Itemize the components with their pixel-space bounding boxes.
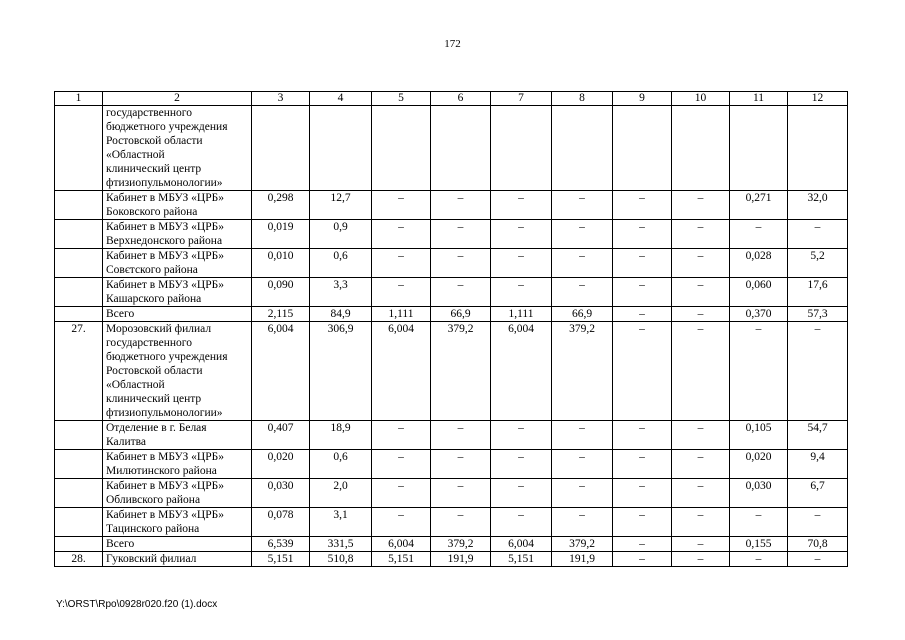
value-cell bbox=[252, 106, 310, 191]
value-cell: 379,2 bbox=[552, 322, 613, 421]
header-cell: 7 bbox=[491, 92, 552, 106]
table-row bbox=[55, 479, 848, 508]
value-cell: 0,155 bbox=[730, 537, 788, 552]
value-cell: 1,111 bbox=[491, 307, 552, 322]
institution-name-cell: Кабинет в МБУЗ «ЦРБ» Кашарского района bbox=[103, 278, 252, 307]
value-cell: – bbox=[491, 508, 552, 537]
header-cell: 9 bbox=[613, 92, 672, 106]
value-cell: 0,028 bbox=[730, 249, 788, 278]
value-cell: – bbox=[672, 552, 730, 567]
header-cell: 6 bbox=[431, 92, 491, 106]
institution-name-cell: Кабинет в МБУЗ «ЦРБ» Совєтского района bbox=[103, 249, 252, 278]
value-cell: – bbox=[491, 249, 552, 278]
value-cell: – bbox=[491, 479, 552, 508]
value-cell: – bbox=[552, 479, 613, 508]
table-row bbox=[55, 450, 848, 479]
value-cell: 0,407 bbox=[252, 421, 310, 450]
data-table bbox=[54, 91, 848, 567]
value-cell: – bbox=[431, 479, 491, 508]
footer-file-path: Y:\ORST\Rpo\0928r020.f20 (1).docx bbox=[56, 599, 218, 610]
value-cell: 0,6 bbox=[310, 450, 372, 479]
value-cell: 9,4 bbox=[788, 450, 848, 479]
value-cell: – bbox=[613, 479, 672, 508]
value-cell: – bbox=[491, 450, 552, 479]
value-cell: 0,010 bbox=[252, 249, 310, 278]
page-number: 172 bbox=[444, 38, 461, 50]
table-row bbox=[55, 537, 848, 552]
row-index-cell bbox=[55, 278, 103, 307]
value-cell bbox=[730, 106, 788, 191]
value-cell: – bbox=[431, 421, 491, 450]
value-cell: 0,6 bbox=[310, 249, 372, 278]
value-cell: 0,370 bbox=[730, 307, 788, 322]
value-cell: – bbox=[672, 307, 730, 322]
header-cell: 10 bbox=[672, 92, 730, 106]
value-cell: – bbox=[491, 421, 552, 450]
value-cell: 2,115 bbox=[252, 307, 310, 322]
value-cell: 5,151 bbox=[491, 552, 552, 567]
value-cell: – bbox=[672, 249, 730, 278]
table-row bbox=[55, 220, 848, 249]
value-cell: 5,151 bbox=[252, 552, 310, 567]
value-cell bbox=[310, 106, 372, 191]
value-cell: – bbox=[431, 249, 491, 278]
value-cell: 57,3 bbox=[788, 307, 848, 322]
value-cell: 2,0 bbox=[310, 479, 372, 508]
institution-name-cell: Кабинет в МБУЗ «ЦРБ» Тацинского района bbox=[103, 508, 252, 537]
value-cell: 6,004 bbox=[372, 322, 431, 421]
value-cell: – bbox=[491, 278, 552, 307]
value-cell: 379,2 bbox=[552, 537, 613, 552]
value-cell: – bbox=[613, 552, 672, 567]
institution-name-cell: государственного бюджетного учреждения Ростовской области «Областной клинический центр фтизиопульмонологии» bbox=[103, 106, 252, 191]
value-cell: 32,0 bbox=[788, 191, 848, 220]
value-cell: – bbox=[672, 479, 730, 508]
value-cell: – bbox=[613, 322, 672, 421]
value-cell: 0,9 bbox=[310, 220, 372, 249]
value-cell: 191,9 bbox=[431, 552, 491, 567]
value-cell: 6,004 bbox=[252, 322, 310, 421]
row-index-cell: 28. bbox=[55, 552, 103, 567]
value-cell: – bbox=[613, 450, 672, 479]
value-cell: 510,8 bbox=[310, 552, 372, 567]
institution-name-cell: Кабинет в МБУЗ «ЦРБ» Милютинского района bbox=[103, 450, 252, 479]
value-cell: 17,6 bbox=[788, 278, 848, 307]
value-cell: 0,105 bbox=[730, 421, 788, 450]
value-cell bbox=[788, 106, 848, 191]
table-row bbox=[55, 322, 848, 421]
value-cell: 5,151 bbox=[372, 552, 431, 567]
value-cell: 3,1 bbox=[310, 508, 372, 537]
value-cell: 12,7 bbox=[310, 191, 372, 220]
value-cell: – bbox=[730, 552, 788, 567]
value-cell bbox=[552, 106, 613, 191]
row-index-cell bbox=[55, 249, 103, 278]
value-cell: – bbox=[491, 220, 552, 249]
value-cell: 1,111 bbox=[372, 307, 431, 322]
table-header-row bbox=[55, 92, 848, 106]
value-cell: – bbox=[613, 307, 672, 322]
value-cell: – bbox=[672, 322, 730, 421]
institution-name-cell: Всего bbox=[103, 307, 252, 322]
value-cell: 0,030 bbox=[730, 479, 788, 508]
row-index-cell bbox=[55, 191, 103, 220]
value-cell: 6,7 bbox=[788, 479, 848, 508]
value-cell: – bbox=[730, 220, 788, 249]
value-cell: – bbox=[431, 278, 491, 307]
value-cell bbox=[431, 106, 491, 191]
value-cell: – bbox=[552, 450, 613, 479]
header-cell: 12 bbox=[788, 92, 848, 106]
institution-name-cell: Кабинет в МБУЗ «ЦРБ» Боковского района bbox=[103, 191, 252, 220]
value-cell: – bbox=[552, 220, 613, 249]
value-cell: 379,2 bbox=[431, 322, 491, 421]
value-cell: – bbox=[672, 421, 730, 450]
value-cell: – bbox=[613, 220, 672, 249]
value-cell: – bbox=[431, 191, 491, 220]
value-cell: – bbox=[372, 220, 431, 249]
value-cell: 0,020 bbox=[252, 450, 310, 479]
value-cell: – bbox=[613, 421, 672, 450]
value-cell: 6,004 bbox=[491, 537, 552, 552]
institution-name-cell: Гуковский филиал bbox=[103, 552, 252, 567]
value-cell: 84,9 bbox=[310, 307, 372, 322]
value-cell: 6,004 bbox=[372, 537, 431, 552]
row-index-cell bbox=[55, 537, 103, 552]
table-row bbox=[55, 278, 848, 307]
header-cell: 11 bbox=[730, 92, 788, 106]
header-cell: 2 bbox=[103, 92, 252, 106]
institution-name-cell: Кабинет в МБУЗ «ЦРБ» Верхнедонского района bbox=[103, 220, 252, 249]
value-cell: – bbox=[788, 220, 848, 249]
value-cell: 6,539 bbox=[252, 537, 310, 552]
institution-name-cell: Морозовский филиал государственного бюджетного учреждения Ростовской области «Областной клинический центр фтизиопульмонологии» bbox=[103, 322, 252, 421]
value-cell: – bbox=[431, 508, 491, 537]
value-cell: – bbox=[730, 508, 788, 537]
value-cell: 0,030 bbox=[252, 479, 310, 508]
value-cell: – bbox=[552, 278, 613, 307]
header-cell: 8 bbox=[552, 92, 613, 106]
value-cell: – bbox=[672, 508, 730, 537]
value-cell bbox=[613, 106, 672, 191]
value-cell: 331,5 bbox=[310, 537, 372, 552]
value-cell: 66,9 bbox=[431, 307, 491, 322]
value-cell: 66,9 bbox=[552, 307, 613, 322]
value-cell: – bbox=[431, 220, 491, 249]
value-cell: – bbox=[788, 508, 848, 537]
value-cell: – bbox=[730, 322, 788, 421]
value-cell: 0,271 bbox=[730, 191, 788, 220]
value-cell: – bbox=[372, 450, 431, 479]
value-cell: 3,3 bbox=[310, 278, 372, 307]
row-index-cell bbox=[55, 479, 103, 508]
table-row bbox=[55, 552, 848, 567]
table-row bbox=[55, 249, 848, 278]
value-cell: – bbox=[552, 421, 613, 450]
header-cell: 1 bbox=[55, 92, 103, 106]
row-index-cell bbox=[55, 508, 103, 537]
value-cell: – bbox=[672, 537, 730, 552]
header-cell: 5 bbox=[372, 92, 431, 106]
value-cell: 54,7 bbox=[788, 421, 848, 450]
value-cell: – bbox=[372, 479, 431, 508]
value-cell: 191,9 bbox=[552, 552, 613, 567]
header-cell: 4 bbox=[310, 92, 372, 106]
table-row bbox=[55, 508, 848, 537]
value-cell: – bbox=[672, 191, 730, 220]
value-cell: – bbox=[672, 450, 730, 479]
value-cell: – bbox=[613, 249, 672, 278]
table-row bbox=[55, 106, 848, 191]
value-cell: 0,298 bbox=[252, 191, 310, 220]
value-cell: 70,8 bbox=[788, 537, 848, 552]
value-cell: – bbox=[372, 508, 431, 537]
row-index-cell: 27. bbox=[55, 322, 103, 421]
value-cell: – bbox=[372, 191, 431, 220]
value-cell: – bbox=[552, 508, 613, 537]
value-cell: 18,9 bbox=[310, 421, 372, 450]
institution-name-cell: Всего bbox=[103, 537, 252, 552]
value-cell bbox=[491, 106, 552, 191]
value-cell: – bbox=[672, 220, 730, 249]
table-row bbox=[55, 421, 848, 450]
row-index-cell bbox=[55, 220, 103, 249]
row-index-cell bbox=[55, 307, 103, 322]
institution-name-cell: Кабинет в МБУЗ «ЦРБ» Обливского района bbox=[103, 479, 252, 508]
value-cell: 0,020 bbox=[730, 450, 788, 479]
table-row bbox=[55, 307, 848, 322]
row-index-cell bbox=[55, 106, 103, 191]
value-cell: 0,060 bbox=[730, 278, 788, 307]
value-cell: – bbox=[788, 322, 848, 421]
row-index-cell bbox=[55, 421, 103, 450]
value-cell: – bbox=[788, 552, 848, 567]
value-cell: 0,019 bbox=[252, 220, 310, 249]
row-index-cell bbox=[55, 450, 103, 479]
institution-name-cell: Отделение в г. Белая Калитва bbox=[103, 421, 252, 450]
value-cell bbox=[372, 106, 431, 191]
table-row bbox=[55, 191, 848, 220]
value-cell: – bbox=[372, 421, 431, 450]
value-cell: – bbox=[491, 191, 552, 220]
value-cell: 0,078 bbox=[252, 508, 310, 537]
value-cell: 6,004 bbox=[491, 322, 552, 421]
value-cell: – bbox=[372, 249, 431, 278]
header-cell: 3 bbox=[252, 92, 310, 106]
value-cell: 379,2 bbox=[431, 537, 491, 552]
value-cell: 306,9 bbox=[310, 322, 372, 421]
value-cell bbox=[672, 106, 730, 191]
value-cell: – bbox=[613, 508, 672, 537]
value-cell: 0,090 bbox=[252, 278, 310, 307]
value-cell: – bbox=[552, 191, 613, 220]
value-cell: 5,2 bbox=[788, 249, 848, 278]
value-cell: – bbox=[613, 537, 672, 552]
value-cell: – bbox=[613, 278, 672, 307]
value-cell: – bbox=[372, 278, 431, 307]
value-cell: – bbox=[613, 191, 672, 220]
value-cell: – bbox=[552, 249, 613, 278]
value-cell: – bbox=[431, 450, 491, 479]
value-cell: – bbox=[672, 278, 730, 307]
